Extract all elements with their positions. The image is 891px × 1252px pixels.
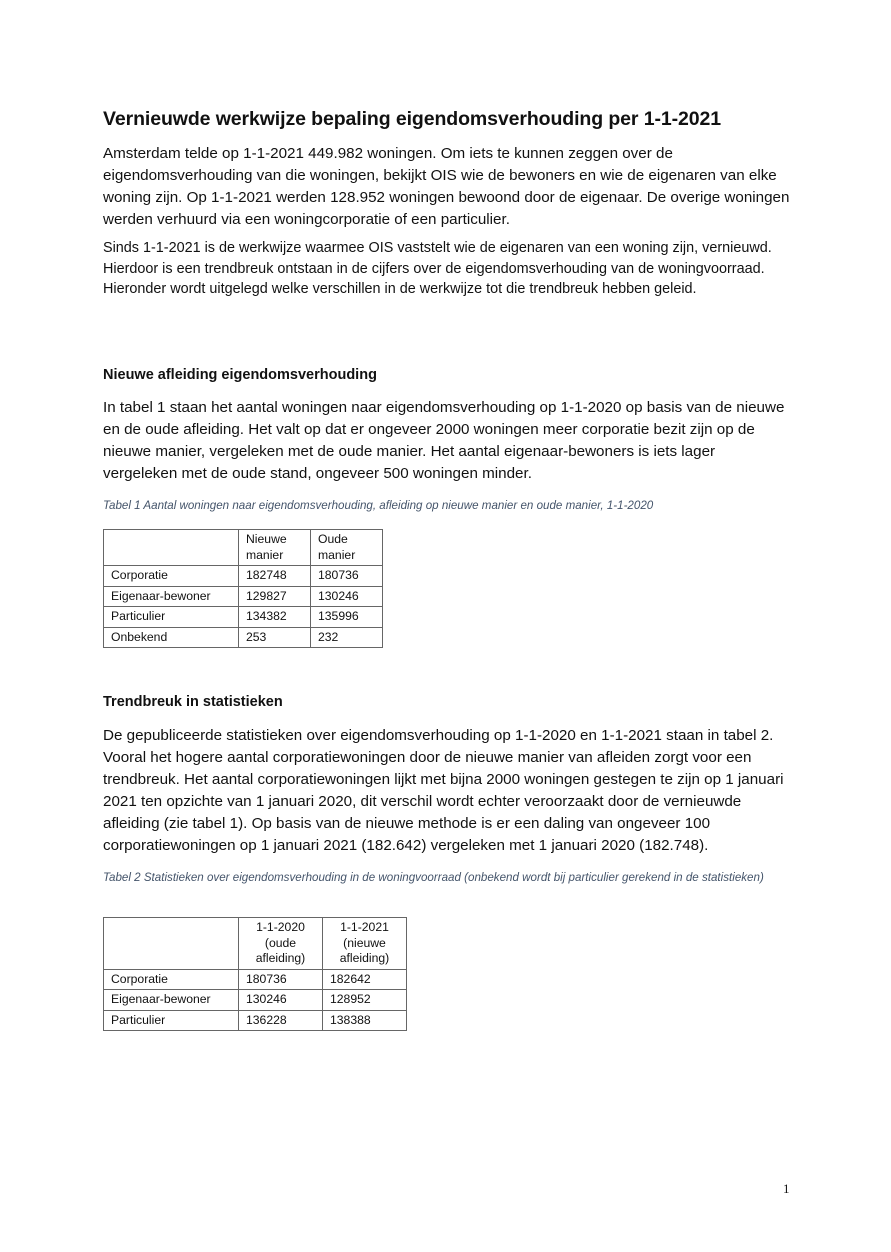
table-header-cell: Oude manier xyxy=(311,530,383,566)
table1-caption: Tabel 1 Aantal woningen naar eigendomsverhouding, afleiding op nieuwe manier en oude manier, 1-1-2020 xyxy=(103,499,654,512)
row-label: Eigenaar-bewoner xyxy=(104,990,239,1011)
table-row xyxy=(104,990,407,1011)
cell-value: 180736 xyxy=(311,566,383,587)
table-header-row xyxy=(104,918,407,970)
table-header-row xyxy=(104,530,383,566)
cell-value: 180736 xyxy=(239,969,323,990)
row-label: Eigenaar-bewoner xyxy=(104,586,239,607)
section1-paragraph: In tabel 1 staan het aantal woningen naar eigendomsverhouding op 1-1-2020 op basis van de nieuwe en de oude afleiding. Het valt op dat er ongeveer 2000 woningen meer corporatie bezit zijn op de nieuwe manier, vergeleken met de oude manier. Het aantal eigenaar-bewoners is iets lager vergeleken met de oude stand, ongeveer 500 woningen minder. xyxy=(103,399,785,482)
section-heading-nieuwe-afleiding: Nieuwe afleiding eigendomsverhouding xyxy=(103,367,377,383)
second-paragraph: Sinds 1-1-2021 is de werkwijze waarmee OIS vaststelt wie de eigenaren van een woning zijn, vernieuwd. Hierdoor is een trendbreuk ontstaan in de cijfers over de eigendomsverhouding van de woningvoorraad. Hieronder wordt uitgelegd welke verschillen in de werkwijze tot die trendbreuk hebben geleid. xyxy=(103,240,772,298)
cell-value: 129827 xyxy=(239,586,311,607)
section2-paragraph: De gepubliceerde statistieken over eigendomsverhouding op 1-1-2020 en 1-1-2021 staan in tabel 2. Vooral het hogere aantal corporatiewoningen door de nieuwe manier van afleiden zorgt voor een trendbreuk. Het aantal corporatiewoningen lijkt met bijna 2000 woningen gestegen te zijn op 1 januari 2021 ten opzichte van 1 januari 2020, dit verschil wordt echter veroorzaakt door de vernieuwde afleiding (zie tabel 1). Op basis van de nieuwe methode is er een daling van ongeveer 100 corporatiewoningen op 1 januari 2021 (182.642) vergeleken met 1 januari 2020 (182.748). xyxy=(103,727,784,854)
cell-value: 232 xyxy=(311,627,383,648)
cell-value: 134382 xyxy=(239,607,311,628)
cell-value: 138388 xyxy=(323,1010,407,1031)
table-1 xyxy=(103,529,383,648)
table-row xyxy=(104,566,383,587)
table-row xyxy=(104,586,383,607)
row-label: Particulier xyxy=(104,607,239,628)
cell-value: 253 xyxy=(239,627,311,648)
table-header-cell xyxy=(104,530,239,566)
cell-value: 130246 xyxy=(239,990,323,1011)
table-row xyxy=(104,1010,407,1031)
cell-value: 182642 xyxy=(323,969,407,990)
page-number: 1 xyxy=(783,1181,790,1196)
intro-paragraph: Amsterdam telde op 1-1-2021 449.982 woningen. Om iets te kunnen zeggen over de eigendomsverhouding van die woningen, bekijkt OIS wie de bewoners en wie de eigenaren van elke woning zijn. Op 1-1-2021 werden 128.952 woningen bewoond door de eigenaar. De overige woningen werden verhuurd via een woningcorporatie of een particulier. xyxy=(103,145,790,228)
table-row xyxy=(104,969,407,990)
cell-value: 136228 xyxy=(239,1010,323,1031)
row-label: Corporatie xyxy=(104,969,239,990)
table-header-cell xyxy=(104,918,239,970)
section-heading-trendbreuk: Trendbreuk in statistieken xyxy=(103,694,283,710)
row-label: Corporatie xyxy=(104,566,239,587)
cell-value: 130246 xyxy=(311,586,383,607)
table-header-cell: Nieuwe manier xyxy=(239,530,311,566)
page-title: Vernieuwde werkwijze bepaling eigendomsverhouding per 1-1-2021 xyxy=(103,108,721,130)
cell-value: 135996 xyxy=(311,607,383,628)
cell-value: 128952 xyxy=(323,990,407,1011)
table-header-cell: 1-1-2021 (nieuwe afleiding) xyxy=(323,918,407,970)
cell-value: 182748 xyxy=(239,566,311,587)
table-header-cell: 1-1-2020 (oude afleiding) xyxy=(239,918,323,970)
table-2 xyxy=(103,917,407,1031)
row-label: Particulier xyxy=(104,1010,239,1031)
table-row xyxy=(104,607,383,628)
table-row xyxy=(104,627,383,648)
row-label: Onbekend xyxy=(104,627,239,648)
table2-caption: Tabel 2 Statistieken over eigendomsverhouding in de woningvoorraad (onbekend wordt bij particulier gerekend in de statistieken) xyxy=(103,871,764,884)
